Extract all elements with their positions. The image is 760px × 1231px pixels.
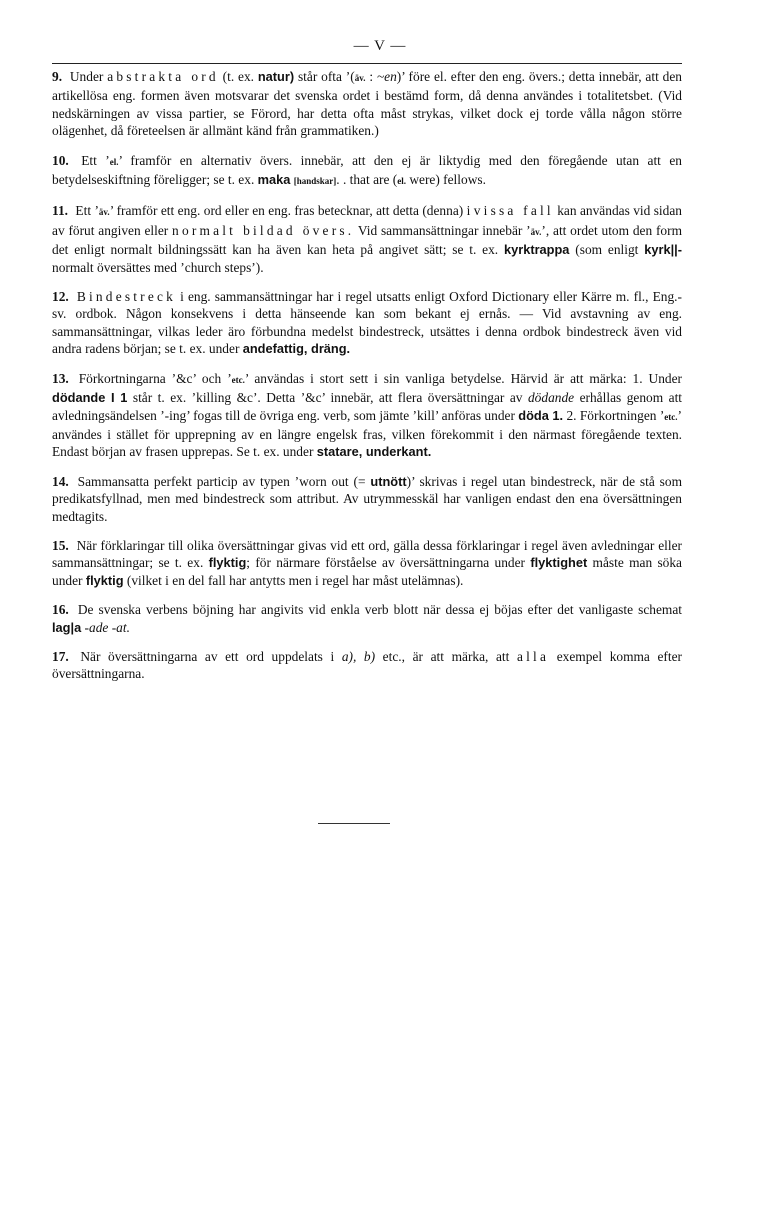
- header-rule: [52, 63, 682, 64]
- text-segment: äv.: [354, 73, 366, 83]
- text-segment: När översättningarna av ett ord uppdelats i: [80, 648, 342, 664]
- paragraph-number: 12.: [52, 289, 69, 305]
- text-segment: (som enligt: [569, 242, 645, 258]
- text-segment: flyktighet: [530, 555, 588, 571]
- paragraph-text: [52, 289, 682, 356]
- text-segment: kan användas vid sidan av förut angiven eller: [52, 203, 682, 238]
- text-segment: [handskar]: [293, 176, 337, 187]
- text-segment: utnött: [370, 473, 407, 489]
- text-segment: i eng. sammansättningar har i regel utsatts enligt Oxford Dictionary eller Kärre m. fl., Eng.-sv. ordbok. Någon konsekvens i detta hänseende kan som bekant ej ernås. — Vid avstavning av eng. sammansättningar, vilkas leder äro förbundna medelst bindestreck, utsättes i denna ordbok bindestreck även vid andra radens början; se t. ex. under: [52, 289, 682, 357]
- footer-rule: [318, 823, 390, 824]
- text-segment: maka: [257, 172, 291, 188]
- paragraph-number: 11.: [52, 203, 68, 219]
- text-segment: erhållas genom att avledningsändelsen ’-ing’ fogas till de övriga eng. verb, som jämte ’kill’ anföras under: [52, 390, 683, 423]
- text-segment: vissa fall: [473, 203, 554, 219]
- text-segment: )’ skrivas i regel utan bindestreck, när de stå som predikatsfyllnad, men med bindestreck som attribut. Av utrymmesskäl har vanligen endast den ena översättningen medtagits.: [52, 473, 682, 524]
- text-segment: (vilket i en del fall har antytts men i regel har måst utelämnas).: [123, 572, 464, 588]
- text-segment: lag|a: [52, 619, 82, 635]
- text-segment: står t. ex. ’killing &c’. Detta ’&c’ innebär, att flera översättningar av: [127, 390, 528, 406]
- paragraph-12: [52, 288, 682, 358]
- paragraph-16: [52, 601, 682, 636]
- text-segment: ’ användas i stort sett i sin vanliga betydelse. Härvid är att märka: 1. Under: [244, 370, 682, 386]
- text-segment: Vid sammansättningar innebär ’: [354, 222, 531, 238]
- text-segment: 2. Förkortningen ’: [563, 407, 665, 423]
- text-segment: flyktig: [85, 572, 124, 588]
- text-segment: Sammansatta perfekt particip av typen ’worn out (=: [77, 473, 371, 489]
- text-segment: ~en: [376, 69, 397, 84]
- text-segment: el.: [397, 176, 406, 187]
- paragraph-number: 14.: [52, 473, 69, 489]
- text-segment: statare, underkant.: [316, 444, 432, 460]
- paragraph-number: 13.: [52, 370, 69, 386]
- text-segment: dödande I 1: [52, 390, 128, 406]
- text-segment: Ett ’: [75, 203, 99, 219]
- text-segment: äv.: [98, 207, 110, 218]
- paragraph-13: [52, 370, 682, 461]
- paragraph-text: [52, 69, 682, 138]
- text-segment: ’ användes i stället för upprepning av en längre engelsk fras, vilken förekommit i den närmast föregående texten. Endast början av frasen upprepas. Se t. ex. under: [52, 407, 682, 460]
- text-segment: äv.: [530, 226, 542, 237]
- text-segment: ’ framför ett eng. ord eller en eng. fras betecknar, att detta (denna) i: [109, 203, 474, 219]
- text-segment: natur): [257, 69, 295, 84]
- paragraph-text: [52, 203, 682, 274]
- paragraph-9: [52, 68, 682, 140]
- text-segment: andefattig, dräng.: [242, 341, 351, 357]
- text-segment: Under: [69, 69, 108, 84]
- paragraph-text: [52, 153, 682, 187]
- text-segment: kyrktrappa: [503, 242, 570, 258]
- text-segment: exempel komma efter översättningarna.: [52, 648, 682, 682]
- text-segment: måste man söka under: [52, 555, 682, 588]
- text-segment: När förklaringar till olika översättningar givas vid ett ord, gälla dessa förklaringar i regel även avledningar eller sammansättningar; se t. ex.: [52, 537, 682, 571]
- text-segment: Bindestreck: [76, 289, 177, 305]
- text-segment: dödande: [527, 390, 575, 406]
- page-number: — V —: [353, 38, 407, 54]
- text-segment: normalt bildad övers.: [172, 222, 355, 238]
- text-segment: ’ framför en alternativ övers. innebär, att den ej är liktydig med den föregående utan att en betydelseskiftning föreligger; se t. ex.: [52, 152, 682, 188]
- paragraph-text: [52, 474, 682, 524]
- body-text: [52, 68, 682, 695]
- paragraph-17: [52, 648, 682, 683]
- text-segment: a), b): [341, 648, 376, 664]
- paragraph-number: 10.: [52, 152, 69, 168]
- text-segment: el.: [109, 156, 119, 167]
- paragraph-text: [52, 538, 682, 588]
- text-segment: :: [365, 69, 377, 84]
- text-segment: . . that are (: [336, 172, 398, 188]
- paragraph-11: [52, 202, 682, 276]
- text-segment: normalt översättes med ’church steps’).: [52, 259, 264, 275]
- text-segment: kyrk||-: [644, 242, 682, 258]
- text-segment: Förkortningarna ’&c’ och ’: [78, 370, 232, 386]
- text-segment: etc.: [664, 411, 678, 422]
- paragraph-text: [52, 602, 682, 634]
- text-segment: etc., är att märka, att: [375, 648, 517, 664]
- text-segment: De svenska verbens böjning har angivits vid enkla verb blott när dessa ej böjas efter det vanligaste schemat: [77, 602, 682, 618]
- text-segment: ; för närmare förståelse av översättningarna under: [246, 555, 531, 571]
- text-segment: were) fellows.: [405, 172, 486, 188]
- text-segment: flyktig: [208, 555, 247, 571]
- text-segment: står ofta ’(: [294, 69, 355, 84]
- paragraph-number: 17.: [52, 648, 69, 664]
- text-segment: ’, att ordet utom den form det enligt normalt bildningssätt kan ha även kan heta på angivet sätt; se t. ex.: [52, 222, 682, 258]
- paragraph-number: 15.: [52, 537, 69, 553]
- paragraph-text: [52, 371, 682, 460]
- paragraph-15: [52, 537, 682, 589]
- text-segment: (t. ex.: [218, 69, 258, 84]
- paragraph-number: 16.: [52, 602, 69, 618]
- paragraph-number: 9.: [52, 69, 63, 84]
- text-segment: )’ före el. efter den eng. övers.; detta innebär, att den artikellösa eng. formen även motsvarar det svenska ordet i bestämd form, då denna användes i totalitetsbet. (Vid nedskärningen av vissa partier, se Förord, har detta ofta måst strykas, vilket dock ej torde vålla någon större olägenhet, då företeelsen är allmänt känd från grammatiken.): [52, 69, 682, 139]
- text-segment: etc.: [231, 374, 245, 385]
- paragraph-text: [52, 649, 682, 681]
- paragraph-14: [52, 473, 682, 525]
- text-segment: alla: [516, 648, 550, 664]
- text-segment: Ett ’: [81, 152, 110, 168]
- paragraph-10: [52, 152, 682, 191]
- text-segment: -ade -at.: [84, 619, 130, 635]
- text-segment: abstrakta ord: [107, 69, 219, 84]
- text-segment: döda 1.: [518, 407, 564, 423]
